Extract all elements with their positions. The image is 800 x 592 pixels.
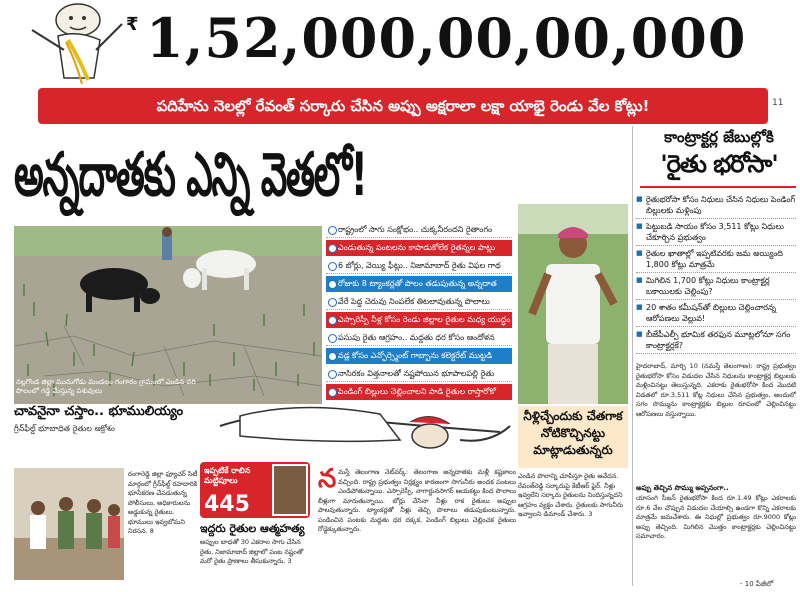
left-story-heading: చావనైనా చస్తాం.. భూములియ్యం <box>14 404 184 419</box>
point-item: వేరే పెద్ద చెరువు నింపలేక తిటలావుతున్న పొలాలు <box>326 294 512 310</box>
photo-caption: నల్లగొండ జిల్లా మునుగోడు మండలం గంగారం గ్రామంలో ఎండిన వరి పొలంలో గడ్డి మేస్తున్న పశువులు <box>16 378 196 395</box>
point-item: పసుపు రైతు ఆగ్రహం.. మద్దతు ధర కోసం ఆందోళన <box>326 330 512 346</box>
right-bullet-item: ■ పెట్టుబడి సాయం కోసం 3,511 కోట్లు నిధులు చేకూర్చిన ప్రభుత్వం <box>636 219 796 246</box>
protest-photo <box>14 468 124 580</box>
cartoon-figure-icon <box>32 4 122 84</box>
fallen-farmer-icon <box>220 407 510 448</box>
farmer-photo <box>518 204 628 404</box>
right-bullet-item: ■ బీజేపీఎల్పీ భూమిక తరఫున మూట్లలోనూ సగం కాంట్రాక్టర్లకే? <box>636 327 796 354</box>
fallen-farmer-illustration <box>200 396 518 460</box>
suicide-count-label: ఇప్పటికే రాలిన మట్టిపూలు <box>204 466 251 485</box>
cartoon-illustration <box>18 0 130 88</box>
suicide-heading: ఇద్దరు రైతుల ఆత్మహత్య <box>200 522 305 535</box>
right-body-text: హైదరాబాద్, మార్చి 10 (నమస్తే తెలంగాణ): రాష్ట్ర ప్రభుత్వం రైతుభరోసా కోసం విడుదల చేసిన నిధులను కాంట్రాక్టర్ల బిల్లులకు మళ్లించినట్టు తెలుస్తున్నది. ఎకరాకు రైతుభరోసా కింద మొదటి విడతలో రూ.3,511 కోట్ల నిధులు చేసిన ప్రభుత్వం, అందులో సగం సొమ్మును కాంట్రాక్టర్లకు బిల్లుల రూపంలో చెల్లించినట్టు ఆరోపణలు వస్తున్నాయి. <box>636 362 796 418</box>
main-article <box>318 464 516 535</box>
point-item: ఎండుతున్న పంటలను కాపాడుకోలేక రైతన్నల పాట్లు <box>326 240 512 256</box>
right-bullet-item: ■ రైతుల ఖాతాల్లో ఇప్పటివరకు జమ అయ్యింది 1,800 కోట్లు మాత్రమే <box>636 246 796 273</box>
right-bullet-item: ■ మిగిలిన 1,700 కోట్లు నిధులు కాంట్రాక్టర్ల బకాయిలకు చెల్లింపు? <box>636 273 796 300</box>
point-item: 6 బోర్లు, వెయ్యి ఫీట్లు.. నిజామాబాద్ రైతు విఫల గాథ <box>326 258 512 274</box>
rupee-symbol: ₹ <box>126 14 139 35</box>
banner-page-ref: 11 <box>772 98 784 108</box>
right-bullet-item: ■ రైతుభరోసా కోసం నిధులు చేసిన నిధులు పెండింగ్ బిల్లులకు మళ్లింపు <box>636 192 796 219</box>
article-dropcap: న <box>318 464 337 494</box>
point-item: రోజుకు 8 ట్యాంకర్లతో పొలం తడుపుతున్న అన్నదాత <box>326 276 512 292</box>
suicide-text <box>200 538 310 567</box>
left-story-body: రంగారెడ్డి జిల్లా ఫ్యూచర్ సిటీ మార్గంలో గ్రీన్‌ఫీల్డ్ రహదారికి భూసేకరణ చేపడుతున్న పోలీసులు, అధికారులను అడ్డుకున్న రైతులు. భూములు ఇవ్వబోమని నిరసన. <box>128 470 198 535</box>
farmer-quote: నీళ్లిచ్చేందుకు చేతగాక నోటికొచ్చినట్టు మాట్లాడుతున్నరు <box>523 409 623 457</box>
column-divider <box>632 126 633 586</box>
middle-story-text <box>518 472 630 520</box>
point-item: పెండింగ్ బిల్లులు చెల్లించాలని పాడి రైతుల రాస్తారోకో <box>326 384 512 400</box>
right-bullet-item: ■ 20 శాతం కమీషన్‌తో బిల్లులు చెల్లించారన్న ఆరోపణలు వెల్లువ! <box>636 300 796 327</box>
crisis-points-list <box>326 222 512 402</box>
article-text: మస్తే తెలంగాణ నెట్‌వర్క్: తెలంగాణ అన్నదాతకు మళ్లీ కష్టకాలం వచ్చింది. రాష్ట్ర ప్రభుత్వం నిర్లక్ష్యం కారణంగా సాగునీరు అందక పంటలు ఎండిపోతున్నాయి. ఎస్సారెస్పీ, నాగార్జునసాగర్ ఆయకట్టు కింద పొలాలు బీళ్లుగా మారుతున్నాయి. బోర్లు వేసినా నీళ్లు రాక రైతులు అప్పుల పాలవుతున్నారు. ట్యాంకర్లతో నీళ్లు తెచ్చి పొలాలు తడుపుకుంటున్నారు. పండించిన పంటకు మద్దతు ధర దక్కక, పెండింగ్ బిల్లులు చెల్లించక రైతులు రోడ్డెక్కుతున్నారు. <box>318 468 516 533</box>
right-bullets <box>636 192 796 354</box>
middle-page-ref: 3 <box>588 510 593 518</box>
right-title-line2: 'రైతు భరోసా' <box>660 150 778 178</box>
left-story-text <box>128 470 198 537</box>
left-story-page-ref: 8 <box>149 527 154 535</box>
middle-story-body: ఎండిన పొలాన్ని చూపిస్తూ రైతు ఆవేదన. రేవంత్‌రెడ్డి సర్కారుపై కేటీఆర్ ఫైర్. నీళ్లు ఇవ్వలేని సర్కారు రైతులను నిందిస్తున్నదని ఆగ్రహం వ్యక్తం చేశారు. రైతులకు సాగునీరు ఇవ్వాలని డిమాండ్ చేశారు. <box>518 472 624 518</box>
point-item: ఎస్సారెస్పీ నీళ్ల కోసం రెండు జిల్లాల రైతుల మధ్య యుద్ధం <box>326 312 512 328</box>
point-item: నాసిరకం విత్తనాలతో నష్టపోయిన భూపాలపల్లి రైతు <box>326 366 512 382</box>
suicide-body: అప్పుల బాధతో 30 ఎకరాల సాగు చేసిన రైతు, నిజామాబాద్ జిల్లాలో పంట నష్టంతో మరో రైతు ప్రాణాలు తీసుకున్నారు. <box>200 538 304 565</box>
point-item: రాష్ట్రంలో సాగు సంక్షోభం.. చుక్కనీరందని రైతాంగం <box>326 222 512 238</box>
left-story-byline: గ్రీన్‌ఫీల్డ్ భూబాధిత రైతుల ఆక్రోశం <box>14 424 115 433</box>
right-title-line1: కాంట్రాక్టర్ల జేబుల్లోకి <box>664 128 774 146</box>
continued-ref: - 10 పేజీలో <box>740 580 774 588</box>
farmer-portrait <box>272 464 308 516</box>
suicide-count: 445 <box>204 492 250 517</box>
debt-banner: పదిహేను నెలల్లో రేవంత్ సర్కారు చేసిన అప్పు అక్షరాలా లక్షా యాభై రెండు వేల కోట్లు! <box>38 88 768 124</box>
main-headline-text: అన్నదాతకు ఎన్ని వెతలో! <box>14 140 367 210</box>
suicide-page-ref: 3 <box>287 557 292 565</box>
debt-amount-headline: 1,52,000,00,00,000 <box>146 6 747 70</box>
right-title-rule <box>640 186 796 188</box>
right-subheading: అప్పు తెచ్చిన సొమ్ము అప్పనంగా.. <box>636 484 729 492</box>
point-item: వడ్ల కోసం ఎన్ఫోర్స్మెంట్ గాబ్బాను కలెక్టరేట్ ముట్టడి <box>326 348 512 364</box>
right-body-text-2: యాసంగి సీజన్ రైతుభరోసా కింద రూ.1.49 కోట్లు ఎకరాలకు రూ.6 వేల చొప్పున విడుదల చేయాల్సి ఉండగా కొన్ని ఎకరాలకు మాత్రమే జమచేశారు. ఈ నిధుల్లో ప్రభుత్వం రూ.9000 కోట్లు అప్పు తెచ్చింది. మిగిలిన మొత్తం కాంట్రాక్టర్లకు చెల్లించినట్టు సమాచారం. <box>636 494 796 540</box>
